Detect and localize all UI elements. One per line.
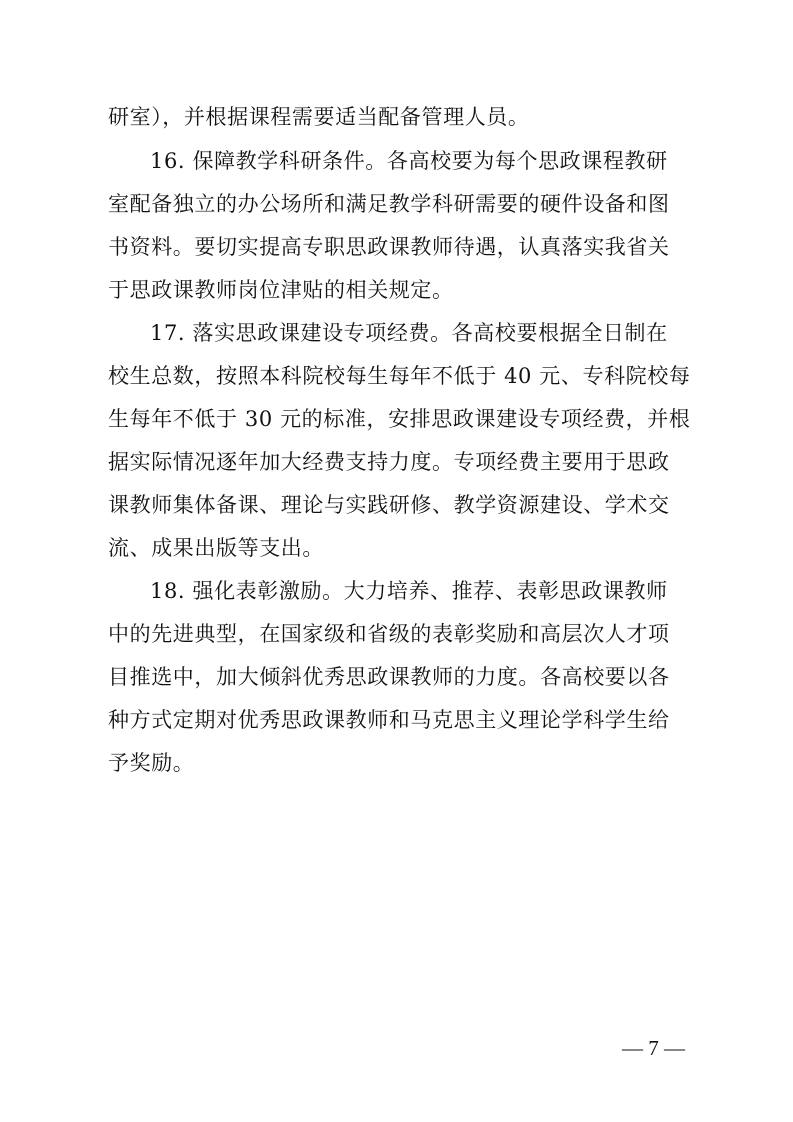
- text-line: 17. 落实思政课建设专项经费。各高校要根据全日制在: [150, 321, 668, 345]
- text-line: 研室），并根据课程需要适当配备管理人员。: [108, 105, 530, 129]
- page-number: — 7 —: [622, 1036, 685, 1060]
- text-line: 18. 强化表彰激励。大力培养、推荐、表彰思政课教师: [150, 579, 668, 603]
- text-line: 目推选中，加大倾斜优秀思政课教师的力度。各高校要以各: [108, 665, 670, 689]
- text-line: 生每年不低于 30 元的标准，安排思政课建设专项经费，并根: [108, 407, 691, 431]
- text-line: 予奖励。: [108, 751, 195, 775]
- text-line: 校生总数，按照本科院校每生每年不低于 40 元、专科院校每: [108, 364, 691, 388]
- text-line: 种方式定期对优秀思政课教师和马克思主义理论学科学生给: [108, 708, 670, 732]
- text-line: 流、成果出版等支出。: [108, 536, 324, 560]
- text-line: 书资料。要切实提高专职思政课教师待遇，认真落实我省关: [108, 235, 670, 259]
- text-line: 据实际情况逐年加大经费支持力度。专项经费主要用于思政: [108, 450, 670, 474]
- text-line: 于思政课教师岗位津贴的相关规定。: [108, 278, 454, 302]
- text-line: 课教师集体备课、理论与实践研修、教学资源建设、学术交: [108, 493, 670, 517]
- text-line: 室配备独立的办公场所和满足教学科研需要的硬件设备和图: [108, 192, 670, 216]
- text-line: 16. 保障教学科研条件。各高校要为每个思政课程教研: [150, 149, 668, 173]
- text-line: 中的先进典型，在国家级和省级的表彰奖励和高层次人才项: [108, 622, 670, 646]
